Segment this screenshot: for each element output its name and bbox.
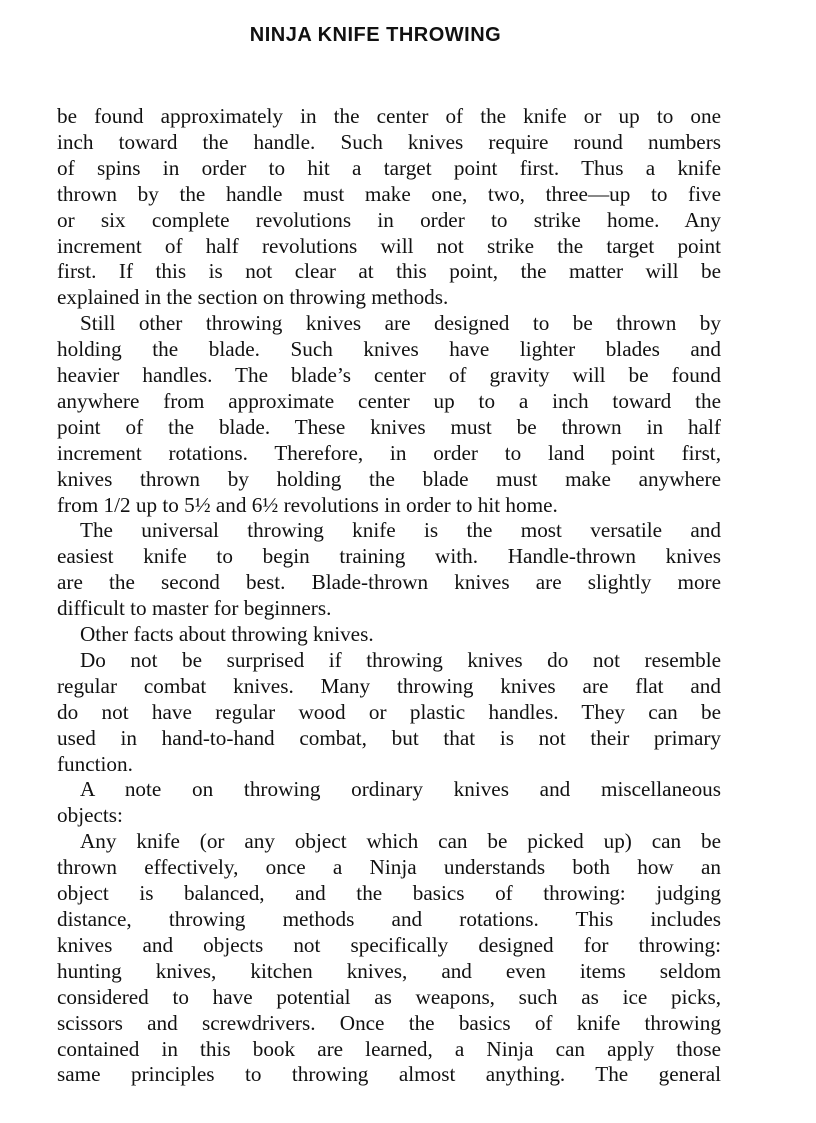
- text-line: anywhere from approximate center up to a inch toward the: [57, 388, 721, 413]
- text-line: do not have regular wood or plastic handles. They can be: [57, 699, 721, 724]
- text-line: holding the blade. Such knives have lighter blades and: [57, 337, 721, 362]
- text-line: considered to have potential as weapons, such as ice picks,: [57, 984, 721, 1009]
- text-line: easiest knife to begin training with. Handle-thrown knives: [57, 544, 721, 569]
- text-line: Any knife (or any object which can be picked up) can be: [80, 829, 721, 854]
- text-line: distance, throwing methods and rotations. This includes: [57, 907, 721, 931]
- running-head: NINJA KNIFE THROWING: [249, 24, 502, 46]
- text-line: Do not be surprised if throwing knives do not resemble: [80, 647, 721, 672]
- text-line: explained in the section on throwing methods.: [57, 285, 449, 310]
- text-line: knives thrown by holding the blade must make anywhere: [57, 466, 721, 491]
- text-line: point of the blade. These knives must be thrown in half: [57, 414, 721, 439]
- text-line: increment rotations. Therefore, in order to land point first,: [57, 440, 721, 465]
- text-line: regular combat knives. Many throwing knives are flat and: [57, 673, 721, 698]
- text-line: increment of half revolutions will not strike the target point: [57, 233, 721, 258]
- text-line: thrown effectively, once a Ninja understands both how an: [57, 855, 721, 880]
- text-line: used in hand-to-hand combat, but that is not their primary: [57, 725, 721, 750]
- text-line: object is balanced, and the basics of throwing: judging: [57, 881, 721, 906]
- text-line: inch toward the handle. Such knives require round numbers: [57, 129, 721, 154]
- text-line: are the second best. Blade-thrown knives are slightly more: [57, 570, 721, 595]
- text-line: function.: [57, 751, 133, 776]
- text-line: of spins in order to hit a target point first. Thus a knife: [57, 155, 721, 180]
- text-line: from 1/2 up to 5½ and 6½ revolutions in order to hit home.: [57, 492, 558, 517]
- text-line: The universal throwing knife is the most versatile and: [80, 518, 721, 543]
- text-line: objects:: [57, 803, 123, 828]
- text-line: Still other throwing knives are designed to be thrown by: [80, 311, 721, 336]
- text-line: A note on throwing ordinary knives and miscellaneous: [80, 777, 721, 802]
- text-line: difficult to master for beginners.: [57, 596, 332, 621]
- text-line: scissors and screwdrivers. Once the basics of knife throwing: [57, 1010, 721, 1035]
- text-line: thrown by the handle must make one, two, three—up to five: [57, 181, 721, 206]
- text-line: heavier handles. The blade’s center of gravity will be found: [57, 363, 721, 388]
- body-text: [57, 104, 721, 1088]
- text-line: same principles to throwing almost anything. The general: [57, 1062, 721, 1087]
- text-line: or six complete revolutions in order to strike home. Any: [57, 207, 721, 232]
- text-line: be found approximately in the center of the knife or up to one: [57, 104, 721, 128]
- text-line: first. If this is not clear at this point, the matter will be: [57, 259, 721, 284]
- text-line: Other facts about throwing knives.: [80, 622, 374, 647]
- text-line: hunting knives, kitchen knives, and even items seldom: [57, 958, 721, 983]
- text-line: contained in this book are learned, a Ninja can apply those: [57, 1036, 721, 1061]
- text-line: knives and objects not specifically designed for throwing:: [57, 932, 721, 957]
